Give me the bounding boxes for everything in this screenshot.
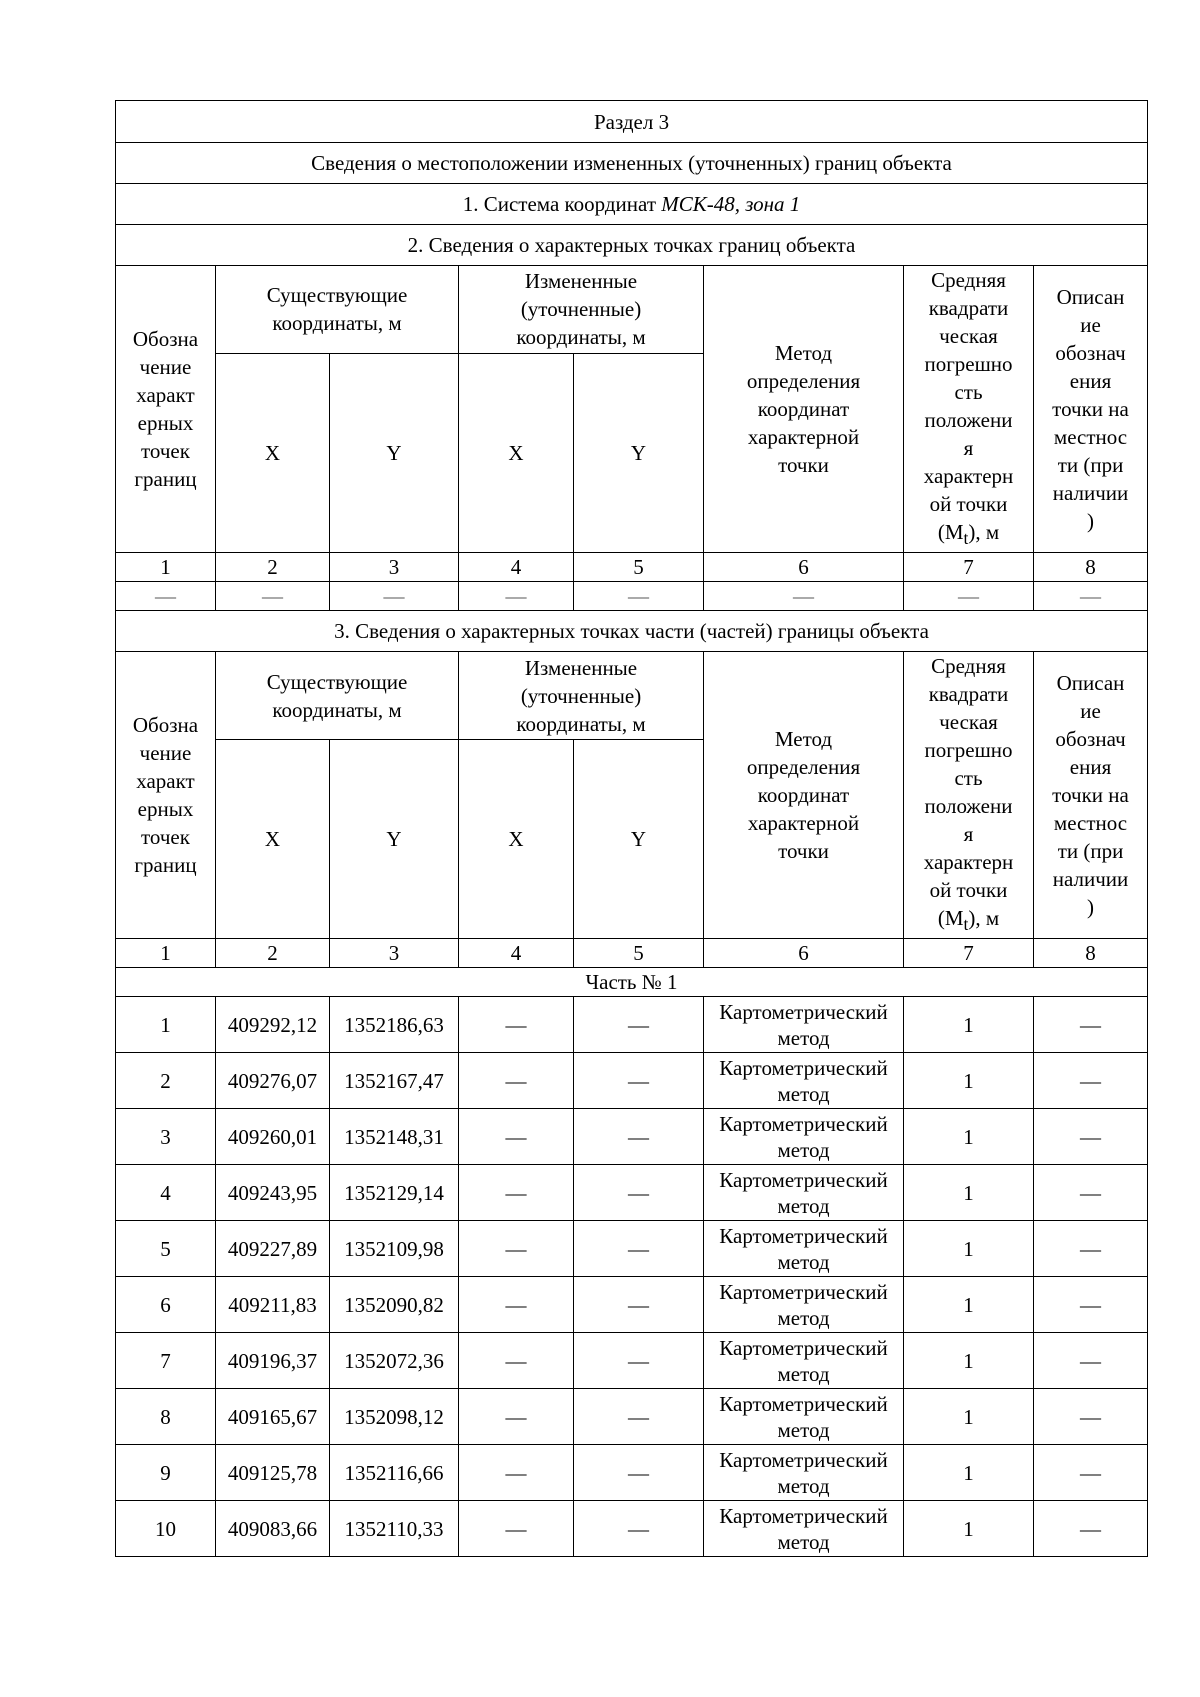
- existing-y: 1352186,63: [330, 997, 459, 1053]
- changed-y: —: [574, 1165, 704, 1221]
- changed-y: —: [574, 1501, 704, 1557]
- block3-description-header-line: точки на: [1052, 783, 1129, 808]
- block2-description-header-line: местнос: [1053, 425, 1128, 450]
- block3-designation-header-line: точек: [141, 825, 190, 850]
- empty-cell: —: [1034, 582, 1148, 611]
- coordinate-system-prefix: 1. Система координат: [462, 192, 662, 216]
- error-value: 1: [904, 1109, 1034, 1165]
- changed-y: —: [574, 997, 704, 1053]
- block2-description-header-line: ): [1087, 509, 1095, 534]
- method-line: метод: [777, 1473, 830, 1498]
- block3-method-header-line: координат: [757, 783, 850, 808]
- method-line: Картометрический: [719, 999, 888, 1024]
- block3-changed-header-line: (уточненные): [520, 683, 642, 708]
- block2-method-header-line: характерной: [747, 425, 860, 450]
- block2-column-number: 7: [904, 553, 1034, 582]
- block2-description-header-line: ения: [1069, 369, 1112, 394]
- block2-changed-header-line: координаты, м: [516, 325, 646, 350]
- block3-y-header: Y: [330, 739, 459, 938]
- block3-description-header-line: ти (при: [1057, 839, 1124, 864]
- method-cell: [704, 1445, 904, 1501]
- existing-y: 1352110,33: [330, 1501, 459, 1557]
- table-row: [116, 1501, 1148, 1557]
- block3-method-header-line: определения: [746, 755, 861, 780]
- block2-column-number: 3: [330, 553, 459, 582]
- method-cell: [704, 1501, 904, 1557]
- block3-column-number: 4: [459, 939, 574, 968]
- block3-error-header-subscript: t: [963, 914, 969, 935]
- existing-x: 409260,01: [216, 1109, 330, 1165]
- description-value: —: [1034, 1221, 1148, 1277]
- block3-error-header-line: квадрати: [928, 682, 1009, 707]
- method-line: метод: [777, 1529, 830, 1554]
- block3-description-header-line: местнос: [1053, 811, 1128, 836]
- block2-designation-header-line: Обозна: [132, 327, 199, 352]
- description-value: —: [1034, 1109, 1148, 1165]
- table-row: [116, 997, 1148, 1053]
- method-line: Картометрический: [719, 1223, 888, 1248]
- method-line: метод: [777, 1193, 830, 1218]
- existing-x: 409083,66: [216, 1501, 330, 1557]
- method-line: метод: [777, 1305, 830, 1330]
- table-row: [116, 1389, 1148, 1445]
- changed-x: —: [459, 1445, 574, 1501]
- description-value: —: [1034, 1053, 1148, 1109]
- block3-error-header-line: ческая: [939, 710, 998, 735]
- method-cell: [704, 1053, 904, 1109]
- method-cell: [704, 1165, 904, 1221]
- point-number: 9: [116, 1445, 216, 1501]
- block2-designation-header-line: ерных: [137, 411, 194, 436]
- changed-x: —: [459, 1221, 574, 1277]
- existing-y: 1352098,12: [330, 1389, 459, 1445]
- coordinate-system-value: МСК-48, зона 1: [661, 192, 801, 216]
- empty-cell: —: [216, 582, 330, 611]
- block3-designation-header-line: чение: [139, 741, 192, 766]
- boundary-table: [115, 100, 1148, 1557]
- existing-y: 1352167,47: [330, 1053, 459, 1109]
- block2-description-header-line: наличии: [1052, 481, 1129, 506]
- error-value: 1: [904, 1053, 1034, 1109]
- block3-column-number: 7: [904, 939, 1034, 968]
- block2-empty-row: [116, 582, 1148, 611]
- block3-column-numbers-row: [116, 939, 1148, 968]
- block2-column-number: 8: [1034, 553, 1148, 582]
- block2-description-header-line: обознач: [1055, 341, 1126, 366]
- changed-y: —: [574, 1221, 704, 1277]
- point-number: 3: [116, 1109, 216, 1165]
- method-cell: [704, 1221, 904, 1277]
- block3-error-header-line: положени: [924, 794, 1013, 819]
- block3-description-header-line: ие: [1080, 699, 1101, 724]
- error-value: 1: [904, 1165, 1034, 1221]
- method-line: метод: [777, 1361, 830, 1386]
- section-subtitle: Сведения о местоположении измененных (уточненных) границ объекта: [116, 143, 1148, 184]
- block2-error-header-line: характерн: [923, 464, 1014, 488]
- block3-error-header-line: Средняя: [931, 654, 1006, 679]
- block2-existing-header-line: Существующие: [266, 283, 408, 308]
- method-cell: [704, 1277, 904, 1333]
- block2-error-header-line: ), м: [968, 520, 1000, 544]
- block3-error-header-line: ой точки: [929, 878, 1008, 903]
- description-value: —: [1034, 1277, 1148, 1333]
- existing-x: 409276,07: [216, 1053, 330, 1109]
- description-value: —: [1034, 1333, 1148, 1389]
- method-line: Картометрический: [719, 1055, 888, 1080]
- block2-header-row: [116, 266, 1148, 354]
- block2-y-header: Y: [574, 353, 704, 552]
- point-number: 4: [116, 1165, 216, 1221]
- section-title: Раздел 3: [116, 101, 1148, 143]
- block3-method-header: [704, 652, 904, 939]
- point-number: 6: [116, 1277, 216, 1333]
- block3-existing-header: [216, 652, 459, 740]
- block2-method-header-line: Метод: [774, 341, 833, 366]
- block2-error-header-line: Средняя: [931, 268, 1006, 292]
- part-label-row: [116, 968, 1148, 997]
- block2-column-number: 4: [459, 553, 574, 582]
- changed-x: —: [459, 1109, 574, 1165]
- point-number: 10: [116, 1501, 216, 1557]
- block3-changed-header: [459, 652, 704, 740]
- existing-x: 409125,78: [216, 1445, 330, 1501]
- method-line: Картометрический: [719, 1279, 888, 1304]
- block3-designation-header: [116, 652, 216, 939]
- block2-error-header-line: я: [963, 436, 974, 460]
- block2-x-header: X: [216, 353, 330, 552]
- block2-error-header-subscript: t: [963, 528, 969, 549]
- block3-column-number: 8: [1034, 939, 1148, 968]
- block2-column-number: 2: [216, 553, 330, 582]
- empty-cell: —: [116, 582, 216, 611]
- block3-method-header-line: точки: [778, 839, 829, 864]
- changed-x: —: [459, 1053, 574, 1109]
- block3-description-header-line: Описан: [1056, 671, 1125, 696]
- block2-designation-header-line: точек: [141, 439, 190, 464]
- block3-changed-header-line: координаты, м: [516, 711, 646, 736]
- block2-changed-header: [459, 266, 704, 354]
- block3-column-number: 3: [330, 939, 459, 968]
- block3-x-header: X: [459, 739, 574, 938]
- block3-column-number: 1: [116, 939, 216, 968]
- empty-cell: —: [459, 582, 574, 611]
- block3-y-header: Y: [574, 739, 704, 938]
- changed-x: —: [459, 1165, 574, 1221]
- table-row: [116, 1277, 1148, 1333]
- block3-designation-header-line: границ: [134, 853, 197, 878]
- existing-x: 409196,37: [216, 1333, 330, 1389]
- changed-x: —: [459, 1277, 574, 1333]
- block3-description-header-line: ения: [1069, 755, 1112, 780]
- point-number: 8: [116, 1389, 216, 1445]
- method-line: метод: [777, 1249, 830, 1274]
- block2-method-header-line: точки: [778, 453, 829, 478]
- error-value: 1: [904, 1221, 1034, 1277]
- block3-x-header: X: [216, 739, 330, 938]
- block2-description-header-line: ти (при: [1057, 453, 1124, 478]
- block3-description-header-line: ): [1087, 895, 1095, 920]
- block3-error-header-line: сть: [954, 766, 983, 791]
- block3-designation-header-line: характ: [136, 769, 195, 794]
- block2-designation-header-line: чение: [139, 355, 192, 380]
- block2-error-header-line: ческая: [939, 324, 998, 348]
- error-value: 1: [904, 997, 1034, 1053]
- description-value: —: [1034, 1445, 1148, 1501]
- table-row: [116, 1109, 1148, 1165]
- block2-error-header: [904, 266, 1034, 553]
- block3-error-header-line: я: [963, 822, 974, 847]
- block3-error-header-line: ), м: [968, 906, 1000, 931]
- changed-y: —: [574, 1277, 704, 1333]
- block3-column-number: 2: [216, 939, 330, 968]
- block2-column-number: 1: [116, 553, 216, 582]
- changed-x: —: [459, 1501, 574, 1557]
- method-line: Картометрический: [719, 1447, 888, 1472]
- block2-description-header-line: ие: [1080, 313, 1101, 338]
- changed-y: —: [574, 1333, 704, 1389]
- block3-header-row: [116, 652, 1148, 740]
- block2-changed-header-line: (уточненные): [520, 297, 642, 322]
- method-line: Картометрический: [719, 1503, 888, 1528]
- block3-existing-header-line: Существующие: [266, 669, 408, 694]
- existing-y: 1352072,36: [330, 1333, 459, 1389]
- method-line: Картометрический: [719, 1167, 888, 1192]
- description-value: —: [1034, 997, 1148, 1053]
- block2-column-number: 5: [574, 553, 704, 582]
- block3-error-header-line: (M: [937, 906, 964, 931]
- existing-x: 409211,83: [216, 1277, 330, 1333]
- block2-column-numbers-row: [116, 553, 1148, 582]
- part-label: Часть № 1: [116, 968, 1148, 997]
- block3-error-header-line: погрешно: [924, 738, 1013, 763]
- method-cell: [704, 1333, 904, 1389]
- block2-title: 2. Сведения о характерных точках границ объекта: [116, 225, 1148, 266]
- block3-existing-header-line: координаты, м: [272, 697, 402, 722]
- block2-column-number: 6: [704, 553, 904, 582]
- block2-error-header-line: квадрати: [928, 296, 1009, 320]
- block2-x-header: X: [459, 353, 574, 552]
- changed-x: —: [459, 997, 574, 1053]
- block2-error-header-line: погрешно: [924, 352, 1013, 376]
- table-row: [116, 1221, 1148, 1277]
- error-value: 1: [904, 1501, 1034, 1557]
- existing-y: 1352129,14: [330, 1165, 459, 1221]
- method-line: метод: [777, 1137, 830, 1162]
- point-number: 2: [116, 1053, 216, 1109]
- error-value: 1: [904, 1389, 1034, 1445]
- block2-existing-header-line: координаты, м: [272, 311, 402, 336]
- table-row: [116, 1445, 1148, 1501]
- error-value: 1: [904, 1445, 1034, 1501]
- block2-existing-header: [216, 266, 459, 354]
- method-line: метод: [777, 1417, 830, 1442]
- block3-method-header-line: характерной: [747, 811, 860, 836]
- block2-changed-header-line: Измененные: [524, 269, 638, 294]
- block3-column-number: 6: [704, 939, 904, 968]
- block3-title: 3. Сведения о характерных точках части (частей) границы объекта: [116, 611, 1148, 652]
- changed-x: —: [459, 1333, 574, 1389]
- description-value: —: [1034, 1501, 1148, 1557]
- block3-description-header-line: наличии: [1052, 867, 1129, 892]
- method-line: Картометрический: [719, 1111, 888, 1136]
- block2-y-header: Y: [330, 353, 459, 552]
- empty-cell: —: [904, 582, 1034, 611]
- block2-error-header-line: сть: [954, 380, 983, 404]
- method-cell: [704, 997, 904, 1053]
- description-value: —: [1034, 1389, 1148, 1445]
- method-line: Картометрический: [719, 1335, 888, 1360]
- block3-error-header: [904, 652, 1034, 939]
- block2-description-header-line: Описан: [1056, 285, 1125, 310]
- block2-error-header-line: ой точки: [929, 492, 1008, 516]
- block3-description-header-line: обознач: [1055, 727, 1126, 752]
- block2-error-header-line: положени: [924, 408, 1013, 432]
- empty-cell: —: [574, 582, 704, 611]
- block3-designation-header-line: Обозна: [132, 713, 199, 738]
- table-row: [116, 1165, 1148, 1221]
- empty-cell: —: [704, 582, 904, 611]
- method-line: метод: [777, 1025, 830, 1050]
- table-row: [116, 1333, 1148, 1389]
- existing-y: 1352109,98: [330, 1221, 459, 1277]
- block2-method-header-line: координат: [757, 397, 850, 422]
- block2-method-header-line: определения: [746, 369, 861, 394]
- empty-cell: —: [330, 582, 459, 611]
- block2-designation-header-line: границ: [134, 467, 197, 492]
- point-number: 5: [116, 1221, 216, 1277]
- block3-error-header-line: характерн: [923, 850, 1014, 875]
- block2-description-header-line: точки на: [1052, 397, 1129, 422]
- block2-error-header-line: (M: [937, 520, 964, 544]
- point-number: 1: [116, 997, 216, 1053]
- error-value: 1: [904, 1277, 1034, 1333]
- changed-y: —: [574, 1445, 704, 1501]
- block3-method-header-line: Метод: [774, 727, 833, 752]
- method-line: метод: [777, 1081, 830, 1106]
- method-line: Картометрический: [719, 1391, 888, 1416]
- point-number: 7: [116, 1333, 216, 1389]
- description-value: —: [1034, 1165, 1148, 1221]
- block3-title-row: [116, 611, 1148, 652]
- coordinate-system: [116, 184, 1148, 225]
- existing-y: 1352090,82: [330, 1277, 459, 1333]
- changed-y: —: [574, 1053, 704, 1109]
- changed-y: —: [574, 1109, 704, 1165]
- changed-y: —: [574, 1389, 704, 1445]
- existing-x: 409165,67: [216, 1389, 330, 1445]
- block2-designation-header: [116, 266, 216, 553]
- method-cell: [704, 1109, 904, 1165]
- table-row: [116, 1053, 1148, 1109]
- method-cell: [704, 1389, 904, 1445]
- existing-y: 1352148,31: [330, 1109, 459, 1165]
- existing-x: 409292,12: [216, 997, 330, 1053]
- error-value: 1: [904, 1333, 1034, 1389]
- changed-x: —: [459, 1389, 574, 1445]
- block2-method-header: [704, 266, 904, 553]
- block2-description-header: [1034, 266, 1148, 553]
- block2-designation-header-line: характ: [136, 383, 195, 408]
- existing-y: 1352116,66: [330, 1445, 459, 1501]
- block3-changed-header-line: Измененные: [524, 655, 638, 680]
- block3-designation-header-line: ерных: [137, 797, 194, 822]
- existing-x: 409243,95: [216, 1165, 330, 1221]
- existing-x: 409227,89: [216, 1221, 330, 1277]
- block3-column-number: 5: [574, 939, 704, 968]
- block3-description-header: [1034, 652, 1148, 939]
